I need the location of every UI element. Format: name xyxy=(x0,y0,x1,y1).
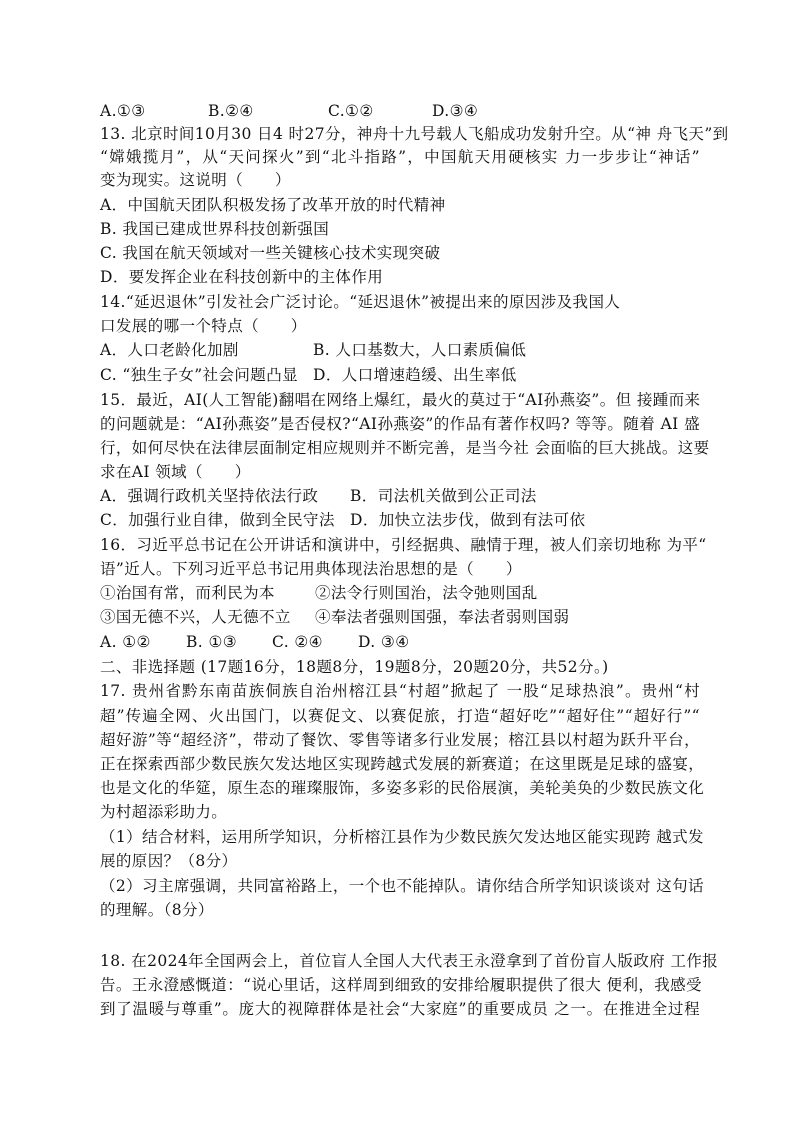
q14-option-b: B. 人口基数大，人口素质偏低 xyxy=(313,341,527,359)
q18-material-line: 18. 在2024年全国两会上，首位盲人全国人大代表王永澄拿到了首份盲人版政府 工作报 xyxy=(100,952,719,970)
q17-material-line: 超好游”等“超经济”，带动了餐饮、零售等诸多行业发展；榕江县以村超为跃升平台， xyxy=(100,731,700,749)
q16-options xyxy=(100,631,700,653)
q15-option-d: D．加快立法步伐，做到有法可依 xyxy=(350,511,586,529)
q13-stem-line: “嫦娥揽月”，从“天问探火”到“北斗指路”，中国航天用硬核实 力一步步让“神话” xyxy=(100,148,700,166)
q17-subquestion-1: 展的原因？（8分） xyxy=(100,852,238,870)
q17-subquestion-2: 的理解。（8分） xyxy=(100,901,214,919)
q17-material-line: 17. 贵州省黔东南苗族侗族自治州榕江县“村超”掀起了 一股“足球热浪”。贵州“村 xyxy=(100,682,700,700)
q12-options xyxy=(100,100,700,122)
q17-subquestion-1: （1）结合材料，运用所学知识，分析榕江县作为少数民族欠发达地区能实现跨 越式发 xyxy=(100,828,704,846)
option-c: C.①② xyxy=(328,102,374,120)
q17-material-line: 正在探索西部少数民族欠发达地区实现跨越式发展的新赛道；在这里既是足球的盛宴， xyxy=(100,755,705,773)
q14-options-row xyxy=(100,364,700,386)
q17-material-line: 超”传遍全网、火出国门，以赛促文、以赛促旅，打造“超好吃”“超好住”“超好行”“ xyxy=(100,707,700,725)
q16-stem-line: 语”近人。下列习近平总书记用典体现法治思想的是（ ） xyxy=(100,560,522,578)
q13-option-d: D．要发挥企业在科技创新中的主体作用 xyxy=(100,268,384,286)
q18-material-line: 告。王永澄感慨道：“说心里话，这样周到细致的安排给履职提供了很大 便利，我感受 xyxy=(100,976,702,994)
q18-material-line: 到了温暖与尊重”。庞大的视障群体是社会“大家庭”的重要成员 之一。在推进全过程 xyxy=(100,1000,700,1018)
q16-option-c: C. ②④ xyxy=(272,633,323,651)
q13-stem-line: 13. 北京时间10月30 日4 时27分，神舟十九号载人飞船成功发射升空。从“神 舟飞天”到 xyxy=(100,125,729,143)
q15-option-b: B．司法机关做到公正司法 xyxy=(350,487,537,505)
q13-option-c: C. 我国在航天领域对一些关键核心技术实现突破 xyxy=(100,244,441,262)
q15-option-a: A．强调行政机关坚持依法行政 xyxy=(100,487,319,505)
section-heading: 二、非选择题 (17题16分，18题8分，19题8分，20题20分，共52分。) xyxy=(100,658,609,676)
q15-stem-line: 行，如何尽快在法律层面制定相应规则并不断完善，是当今社 会面临的巨大挑战。这要 xyxy=(100,439,710,457)
q16-quotes-row xyxy=(100,582,700,604)
q14-stem-line: 14.“延迟退休”引发社会广泛讨论。“延迟退休”被提出来的原因涉及我国人 xyxy=(100,293,621,311)
q13-option-a: A．中国航天团队积极发扬了改革开放的时代精神 xyxy=(100,196,446,214)
q15-stem-line: 的问题就是：“AI孙燕姿”是否侵权?“AI孙燕姿”的作品有著作权吗? 等等。随着 AI 盛 xyxy=(100,415,700,433)
q15-option-c: C．加强行业自律，做到全民守法 xyxy=(100,511,335,529)
q17-subquestion-2: （2）习主席强调，共同富裕路上，一个也不能掉队。请你结合所学知识谈谈对 这句话 xyxy=(100,877,704,895)
q16-quote-2: ②法令行则国治，法令弛则国乱 xyxy=(315,584,538,602)
q14-option-c: C. “独生子女”社会问题凸显 xyxy=(100,366,299,384)
option-a: A.①③ xyxy=(100,102,146,120)
q15-options-row xyxy=(100,509,700,531)
q17-material-line: 也是文化的华筵，原生态的璀璨服饰，多姿多彩的民俗展演，美轮美奂的少数民族文化 xyxy=(100,779,705,797)
q16-quotes-row xyxy=(100,606,700,628)
q14-option-a: A．人口老龄化加剧 xyxy=(100,341,239,359)
q13-option-b: B. 我国已建成世界科技创新强国 xyxy=(100,220,330,238)
q16-option-b: B. ①③ xyxy=(186,633,238,651)
option-d: D.③④ xyxy=(432,102,479,120)
q16-quote-4: ④奉法者强则国强，奉法者弱则国弱 xyxy=(315,608,570,626)
q17-material-line: 为村超添彩助力。 xyxy=(100,803,228,821)
q16-stem-line: 16．习近平总书记在公开讲话和演讲中，引经据典、融情于理，被人们亲切地称 为平“ xyxy=(100,536,707,554)
q16-option-d: D. ③④ xyxy=(358,633,410,651)
q13-stem-line: 变为现实。这说明（ ） xyxy=(100,171,291,189)
q14-options-row xyxy=(100,339,700,361)
q15-options-row xyxy=(100,485,700,507)
option-b: B.②④ xyxy=(208,102,254,120)
q16-quote-1: ①治国有常，而利民为本 xyxy=(100,584,275,602)
q15-stem-line: 求在AI 领域（ ） xyxy=(100,463,251,481)
q14-stem-line: 口发展的哪一个特点（ ） xyxy=(100,317,307,335)
q16-option-a: A. ①② xyxy=(100,633,151,651)
q14-option-d: D．人口增速趋缓、出生率低 xyxy=(313,366,517,384)
q15-stem-line: 15．最近，AI(人工智能)翻唱在网络上爆红，最火的莫过于“AI孙燕姿”。但 接踵而来 xyxy=(100,391,701,409)
q16-quote-3: ③国无德不兴，人无德不立 xyxy=(100,608,291,626)
